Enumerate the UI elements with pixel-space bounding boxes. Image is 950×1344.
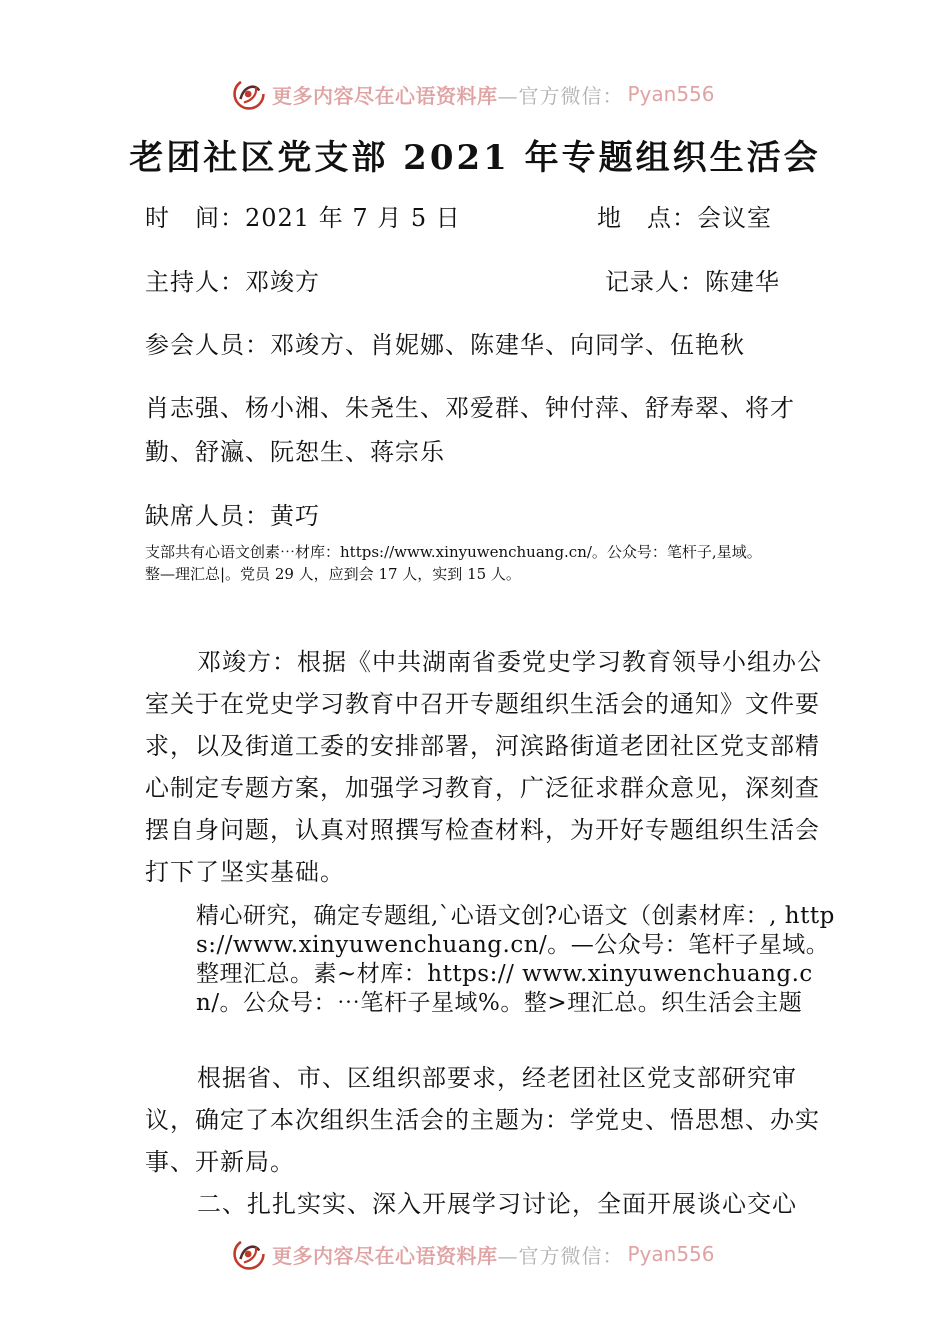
absent-members: 缺席人员：黄巧 xyxy=(145,502,320,530)
member-note-line-1: 支部共有心语文创素⋯材库：https://www.xinyuwenchuang.cn/。公众号：笔杆子,星域。 xyxy=(145,543,762,561)
paragraph-theme: 根据省、市、区组织部要求，经老团社区党支部研究审议，确定了本次组织生活会的主题为：学党史、悟思想、办实事、开新局。 xyxy=(145,1064,820,1176)
banner-brand: 更多内容尽在心语资料库 xyxy=(272,83,498,108)
meeting-time: 时 间：2021 年 7 月 5 日 xyxy=(145,204,461,232)
banner-wechat-id: Pyan556 xyxy=(627,82,715,106)
attendees-line-3: 勤、舒瀛、阮恕生、蒋宗乐 xyxy=(145,438,445,466)
banner-slogan: —官方微信： xyxy=(497,83,624,108)
document-title: 老团社区党支部 2021 年专题组织生活会 xyxy=(129,138,821,178)
swirl-logo-icon xyxy=(232,77,266,111)
paragraph-section-two: 二、扎扎实实、深入开展学习讨论，全面开展谈心交心 xyxy=(197,1190,797,1218)
footer-banner xyxy=(232,1234,715,1274)
meeting-location: 地 点：会议室 xyxy=(597,204,772,232)
swirl-logo-icon xyxy=(232,1237,266,1271)
paragraph-intro: 邓竣方：根据《中共湖南省委党史学习教育领导小组办公室关于在党史学习教育中召开专题组织生活会的通知》文件要求，以及街道工委的安排部署，河滨路街道老团社区党支部精心制定专题方案，加强学习教育，广泛征求群众意见，深刻查摆自身问题，认真对照撰写检查材料，为开好专题组织生活会打下了坚实基础。 xyxy=(145,648,822,886)
banner-wechat-id: Pyan556 xyxy=(627,1242,715,1266)
attendees-line-1: 参会人员：邓竣方、肖妮娜、陈建华、向同学、伍艳秋 xyxy=(145,331,745,359)
paragraph-section-one: 精心研究，确定专题组,`心语文创?心语文（创素材库：, https://www.xinyuwenchuang.cn/。—公众号：笔杆子星域。整理汇总。素~材库：https:// www.xinyuwenchuang.cn/。公众号：⋯笔杆子星域%。整>理汇总。织生活会主题 xyxy=(196,903,835,1016)
meeting-host: 主持人：邓竣方 xyxy=(145,268,320,296)
attendees-line-2: 肖志强、杨小湘、朱尧生、邓爱群、钟付萍、舒寿翠、将才 xyxy=(145,394,795,422)
member-note-line-2: 整—理汇总|。党员 29 人，应到会 17 人，实到 15 人。 xyxy=(145,565,521,583)
banner-brand: 更多内容尽在心语资料库 xyxy=(272,1243,498,1268)
meeting-recorder: 记录人：陈建华 xyxy=(605,268,780,296)
header-banner xyxy=(232,74,715,114)
banner-slogan: —官方微信： xyxy=(497,1243,624,1268)
